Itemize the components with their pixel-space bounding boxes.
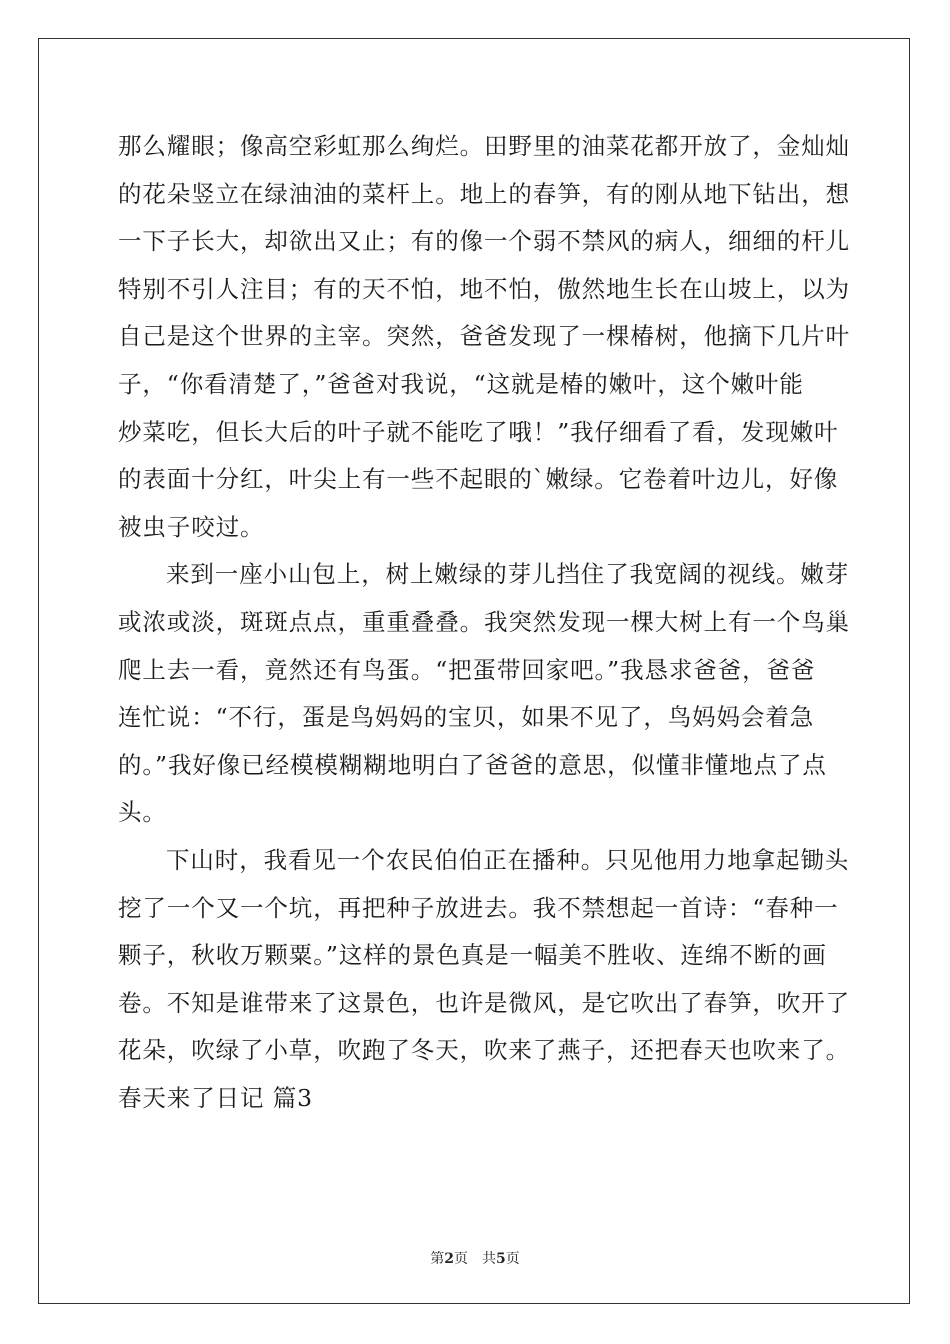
paragraph-first-line: 来到一座小山包上，树上嫩绿的芽儿挡住了我宽阔的视线。嫩芽 — [166, 560, 850, 589]
total-prefix: 共 — [482, 1251, 496, 1267]
text-line: 头。 — [118, 798, 167, 827]
text-line: 被虫子咬过。 — [118, 512, 265, 541]
text-line: 连忙说：“不行，蛋是鸟妈妈的宝贝，如果不见了，鸟妈妈会着急 — [118, 703, 815, 732]
text-line: 颗子，秋收万颗粟。”这样的景色真是一幅美不胜收、连绵不断的画 — [118, 941, 827, 970]
total-pages: 5 — [496, 1251, 506, 1267]
text-line: 花朵，吹绿了小草，吹跑了冬天，吹来了燕子，还把春天也吹来了。 — [118, 1036, 850, 1065]
page-prefix: 第 — [430, 1251, 445, 1267]
text-line: 子，“你看清楚了，”爸爸对我说，“这就是椿的嫩叶，这个嫩叶能 — [118, 369, 804, 398]
text-line: 特别不引人注目；有的天不怕，地不怕，傲然地生长在山坡上，以为 — [118, 274, 850, 303]
text-line: 自己是这个世界的主宰。突然，爸爸发现了一棵椿树，他摘下几片叶 — [118, 322, 850, 351]
page-footer — [0, 1248, 950, 1268]
document-body — [118, 126, 850, 1125]
page-number: 2 — [444, 1251, 454, 1267]
text-line: 的。”我好像已经模模糊糊地明白了爸爸的意思，似懂非懂地点了点 — [118, 750, 827, 779]
text-line: 一下子长大，却欲出又止；有的像一个弱不禁风的病人，细细的杆儿 — [118, 227, 850, 256]
text-line: 或浓或淡，斑斑点点，重重叠叠。我突然发现一棵大树上有一个鸟巢 — [118, 607, 850, 636]
text-line: 的花朵竖立在绿油油的菜杆上。地上的春笋，有的刚从地下钻出，想 — [118, 179, 850, 208]
text-line: 炒菜吃，但长大后的叶子就不能吃了哦！”我仔细看了看，发现嫩叶 — [118, 417, 839, 446]
text-line: 卷。不知是谁带来了这景色，也许是微风，是它吹出了春笋，吹开了 — [118, 988, 850, 1017]
text-line: 爬上去一看，竟然还有鸟蛋。“把蛋带回家吧。”我恳求爸爸，爸爸 — [118, 655, 816, 684]
text-line: 的表面十分红，叶尖上有一些不起眼的`嫩绿。它卷着叶边儿，好像 — [118, 465, 839, 494]
page-suffix: 页 — [454, 1251, 468, 1267]
text-line: 挖了一个又一个坑，再把种子放进去。我不禁想起一首诗：“春种一 — [118, 893, 839, 922]
paragraph-first-line: 下山时，我看见一个农民伯伯正在播种。只见他用力地拿起锄头 — [166, 845, 850, 874]
section-heading: 春天来了日记 篇3 — [118, 1083, 314, 1112]
total-suffix: 页 — [505, 1251, 520, 1267]
text-line: 那么耀眼；像高空彩虹那么绚烂。田野里的油菜花都开放了，金灿灿 — [118, 132, 850, 160]
